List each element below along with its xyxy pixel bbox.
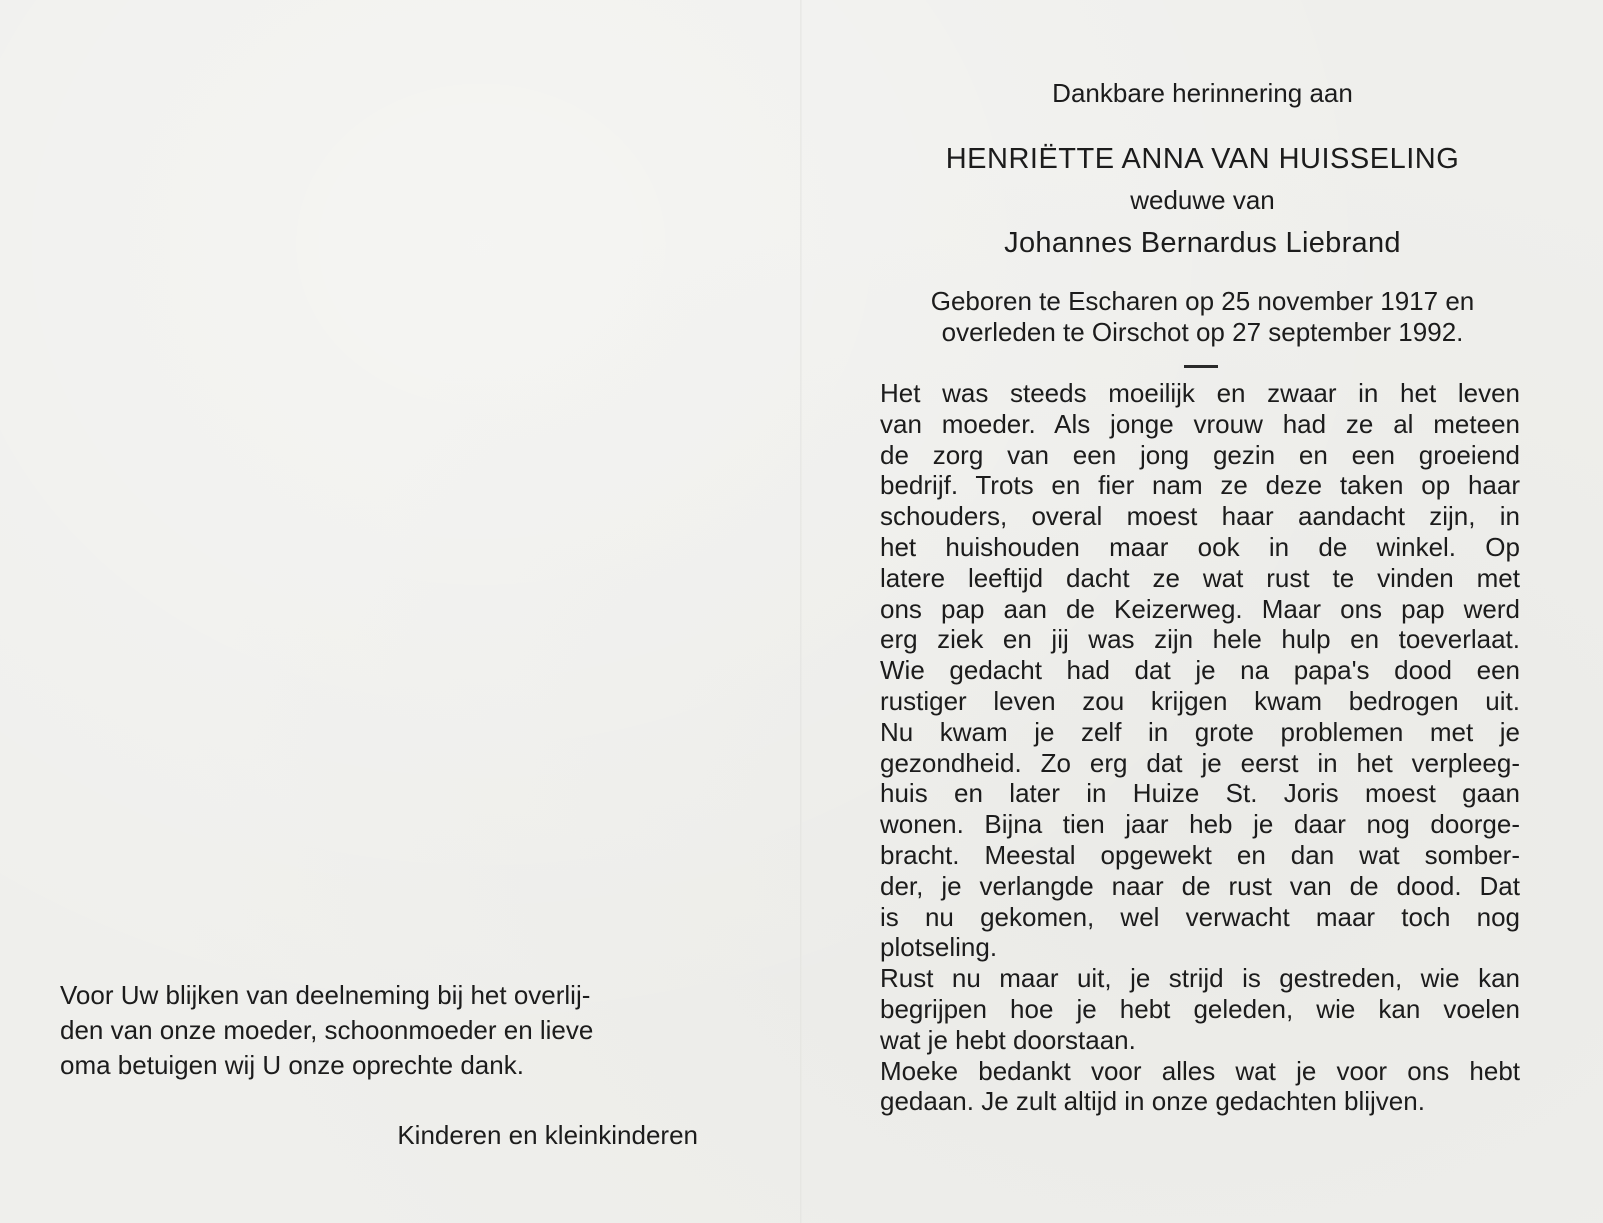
memorial-text-line: is nu gekomen, wel verwacht maar toch nog bbox=[880, 901, 1520, 932]
memorial-text-line: Rust nu maar uit, je strijd is gestreden, wie kan bbox=[880, 963, 1520, 994]
memorial-text-line: bracht. Meestal opgewekt en dan wat somber- bbox=[880, 839, 1520, 870]
signature: Kinderen en kleinkinderen bbox=[397, 1120, 698, 1150]
memorial-text-line: plotseling. bbox=[880, 932, 998, 963]
memorial-text-line: Moeke bedankt voor alles wat je voor ons hebt bbox=[880, 1055, 1520, 1086]
thanks-message bbox=[60, 978, 700, 1083]
widow-of-text: weduwe van bbox=[1130, 185, 1275, 215]
birth-death-dates bbox=[802, 286, 1603, 348]
memorial-text-line: gedaan. Je zult altijd in onze gedachten blijven. bbox=[880, 1086, 1425, 1117]
memorial-text-line: Het was steeds moeilijk en zwaar in het leven bbox=[880, 378, 1520, 408]
memorial-text-line: rustiger leven zou krijgen kwam bedrogen uit. bbox=[880, 685, 1520, 716]
memorial-text-line: latere leeftijd dacht ze wat rust te vinden met bbox=[880, 562, 1520, 593]
memorial-text-line: van moeder. Als jonge vrouw had ze al meteen bbox=[880, 408, 1520, 439]
dates-line: overleden te Oirschot op 27 september 1992. bbox=[941, 317, 1464, 347]
memorial-text-line: gezondheid. Zo erg dat je eerst in het verpleeg- bbox=[880, 747, 1520, 778]
memorial-text-line: Nu kwam je zelf in grote problemen met je bbox=[880, 716, 1520, 747]
memorial-text-line: het huishouden maar ook in de winkel. Op bbox=[880, 531, 1520, 562]
intro-text: Dankbare herinnering aan bbox=[1052, 78, 1353, 108]
memorial-text-line: der, je verlangde naar de rust van de dood. Dat bbox=[880, 870, 1520, 901]
husband-name: Johannes Bernardus Liebrand bbox=[1004, 227, 1401, 259]
memorial-text-line: huis en later in Huize St. Joris moest gaan bbox=[880, 778, 1520, 809]
memorial-text-line: ons pap aan de Keizerweg. Maar ons pap werd bbox=[880, 593, 1520, 624]
memorial-text-line: Wie gedacht had dat je na papa's dood een bbox=[880, 655, 1520, 686]
memorial-text-line: de zorg van een jong gezin en een groeiend bbox=[880, 439, 1520, 470]
memorial-text-line: schouders, overal moest haar aandacht zijn, in bbox=[880, 501, 1520, 532]
dates-line: Geboren te Escharen op 25 november 1917 en bbox=[930, 286, 1475, 316]
memorial-text bbox=[880, 378, 1520, 1117]
deceased-name: HENRIËTTE ANNA VAN HUISSELING bbox=[945, 143, 1460, 175]
memorial-text-line: begrijpen hoe je hebt geleden, wie kan voelen bbox=[880, 993, 1520, 1024]
thanks-line: Voor Uw blijken van deelneming bij het overlij- bbox=[60, 980, 591, 1010]
memorial-text-line: wonen. Bijna tien jaar heb je daar nog doorge- bbox=[880, 809, 1520, 840]
left-panel bbox=[0, 0, 800, 1223]
memorial-text-line: wat je hebt doorstaan. bbox=[880, 1024, 1136, 1055]
memorial-text-line: bedrijf. Trots en fier nam ze deze taken op haar bbox=[880, 470, 1520, 501]
divider-dash bbox=[1184, 365, 1218, 368]
memorial-text-line: erg ziek en jij was zijn hele hulp en toeverlaat. bbox=[880, 624, 1520, 655]
thanks-line: oma betuigen wij U onze oprechte dank. bbox=[60, 1050, 524, 1080]
thanks-line: den van onze moeder, schoonmoeder en lieve bbox=[60, 1015, 594, 1045]
